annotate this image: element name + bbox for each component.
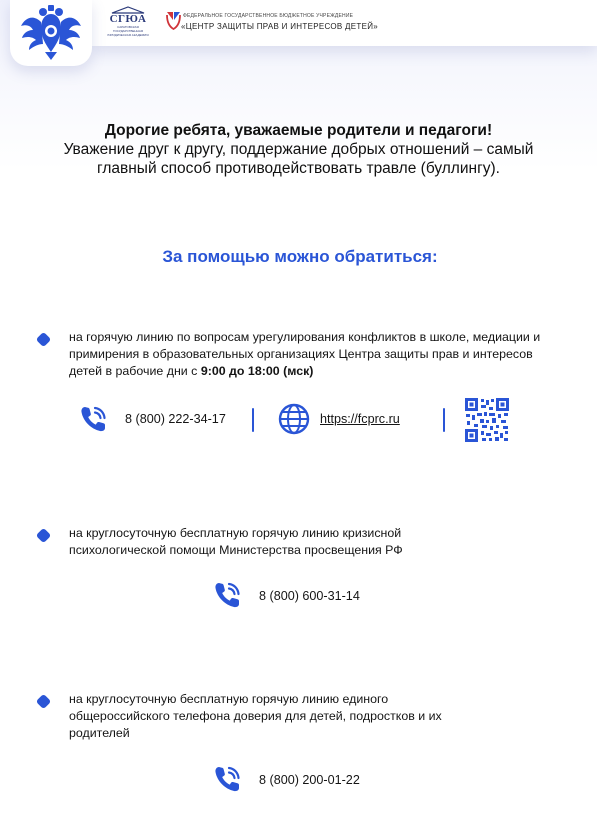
center-org-type: ФЕДЕРАЛЬНОЕ ГОСУДАРСТВЕННОЕ БЮДЖЕТНОЕ УЧРЕЖДЕНИЕ [183, 13, 354, 19]
diamond-bullet-icon [36, 332, 52, 348]
divider [443, 408, 445, 432]
website-link[interactable]: https://fcprc.ru [320, 412, 400, 426]
help-title: За помощью можно обратиться: [162, 247, 438, 266]
double-headed-eagle-icon [19, 4, 83, 60]
sgua-logo [106, 6, 150, 40]
sgua-title: СГЮА [109, 13, 147, 25]
academy-building-icon [110, 6, 146, 14]
diamond-bullet-icon [36, 528, 52, 544]
phone-ringing-icon [212, 763, 244, 795]
phone-ringing-icon [212, 579, 244, 611]
item-2-text: на круглосуточную бесплатную горячую линию кризисной психологической помощи Министерства просвещения РФ [69, 526, 403, 557]
item-3-phone[interactable]: 8 (800) 200-01-22 [259, 773, 360, 787]
qr-code-icon[interactable] [465, 398, 509, 442]
intro-message [40, 121, 557, 178]
item-1-phone-row [78, 403, 110, 435]
item-1-text [69, 329, 549, 380]
divider [252, 408, 254, 432]
phone-ringing-icon [78, 403, 110, 435]
center-logo-icon [166, 10, 181, 30]
item-1-hours: 9:00 до 18:00 (мск) [200, 364, 314, 378]
center-name: «ЦЕНТР ЗАЩИТЫ ПРАВ И ИНТЕРЕСОВ ДЕТЕЙ» [181, 22, 379, 31]
intro-text: Уважение друг к другу, поддержание добрых отношений – самый главный способ противодействовать травле (буллингу). [63, 141, 534, 177]
header [0, 0, 597, 48]
item-3-text: на круглосуточную бесплатную горячую линию единого общероссийского телефона доверия для детей, подростков и их родителей [69, 692, 442, 740]
item-1-phone[interactable]: 8 (800) 222-34-17 [125, 412, 226, 426]
item-2-phone[interactable]: 8 (800) 600-31-14 [259, 589, 360, 603]
diamond-bullet-icon [36, 694, 52, 710]
greeting: Дорогие ребята, уважаемые родители и педагоги! [104, 122, 493, 139]
item-1-description: на горячую линию по вопросам урегулирования конфликтов в школе, медиации и примирения в образовательных организациях Центра защиты прав и интересов детей в рабочие дни с [69, 330, 541, 378]
ministry-emblem-tab [10, 0, 92, 66]
sgua-subtitle: САРАТОВСКАЯ ГОСУДАРСТВЕННАЯ ЮРИДИЧЕСКАЯ АКАДЕМИЯ [107, 25, 149, 37]
globe-icon [278, 403, 310, 435]
